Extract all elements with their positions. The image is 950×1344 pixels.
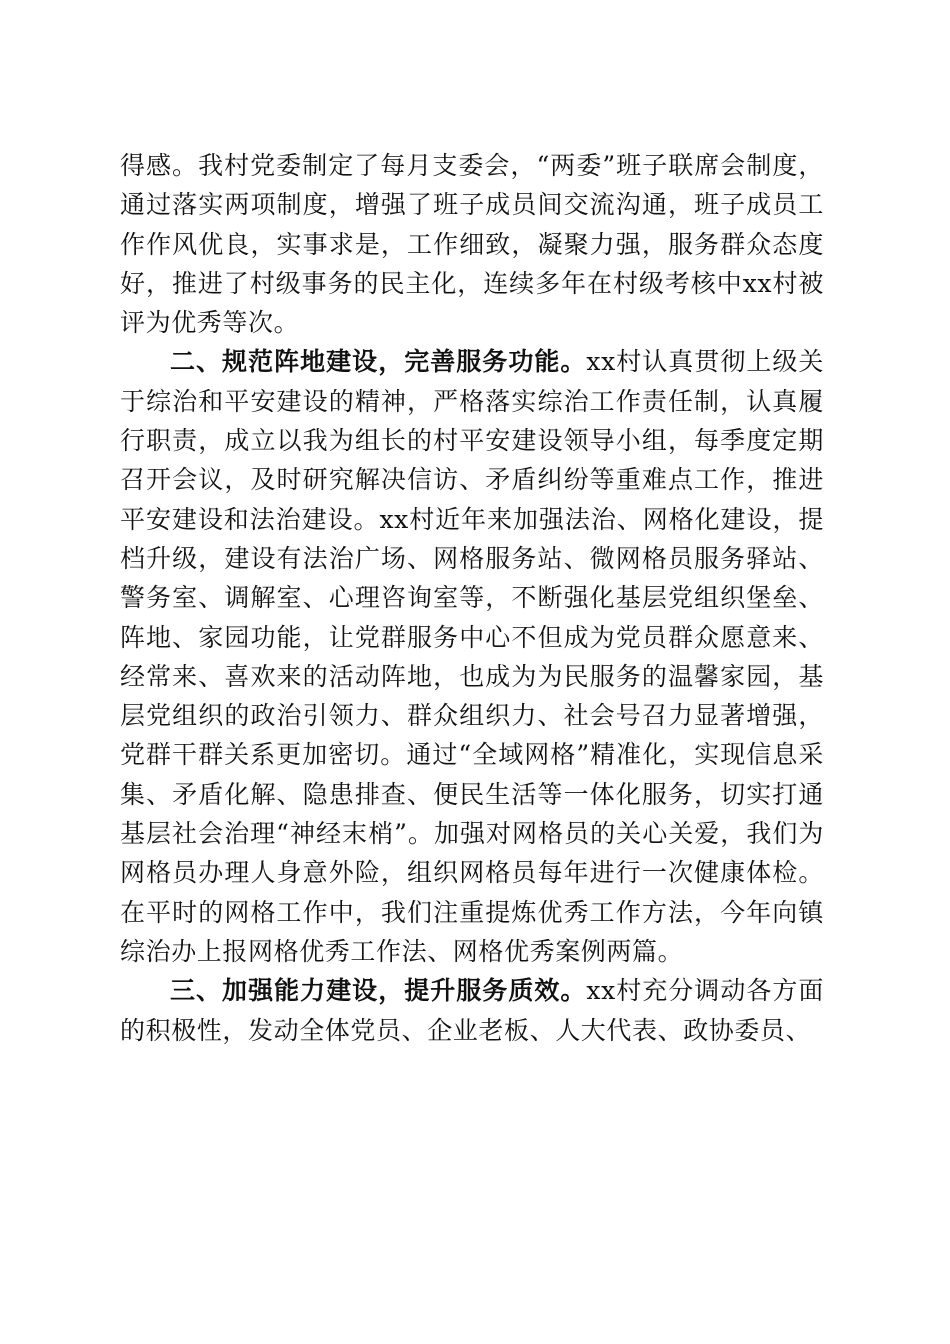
paragraph-text: xx村认真贯彻上级关于综治和平安建设的精神，严格落实综治工作责任制，认真履行职责，成立以我为组长的村平安建设领导小组，每季度定期召开会议，及时研究解决信访、矛盾纠纷等重难点工作，推进平安建设和法治建设。xx村近年来加强法治、网格化建设，提档升级，建设有法治广场、网格服务站、微网格员服务驿站、警务室、调解室、心理咨询室等，不断强化基层党组织堡垒、阵地、家园功能，让党群服务中心不但成为党员群众愿意来、经常来、喜欢来的活动阵地，也成为为民服务的温馨家园，基层党组织的政治引领力、群众组织力、社会号召力显著增强，党群干群关系更加密切。通过“全域网格”精准化，实现信息采集、矛盾化解、隐患排查、便民生活等一体化服务，切实打通基层社会治理“神经末梢”。加强对网格员的关心关爱，我们为网格员办理人身意外险，组织网格员每年进行一次健康体检。在平时的网格工作中，我们注重提炼优秀工作方法，今年向镇综治办上报网格优秀工作法、网格优秀案例两篇。 [120, 347, 825, 966]
section-heading: 二、规范阵地建设，完善服务功能。 [170, 347, 587, 377]
paragraph-text: 得感。我村党委制定了每月支委会，“两委”班子联席会制度，通过落实两项制度，增强了班子成员间交流沟通，班子成员工作作风优良，实事求是，工作细致，凝聚力强，服务群众态度好，推进了村级事务的民主化，连续多年在村级考核中xx村被评为优秀等次。 [120, 151, 824, 338]
section-heading: 三、加强能力建设，提升服务质效。 [170, 976, 587, 1006]
document-body [120, 146, 824, 1050]
paragraph-continuation [120, 146, 824, 342]
paragraph-section-two [120, 342, 824, 971]
paragraph-text: xx村充分调动各方面的积极性，发动全体党员、企业老板、人大代表、政协委员、 [120, 976, 825, 1045]
paragraph-section-three [120, 971, 824, 1050]
